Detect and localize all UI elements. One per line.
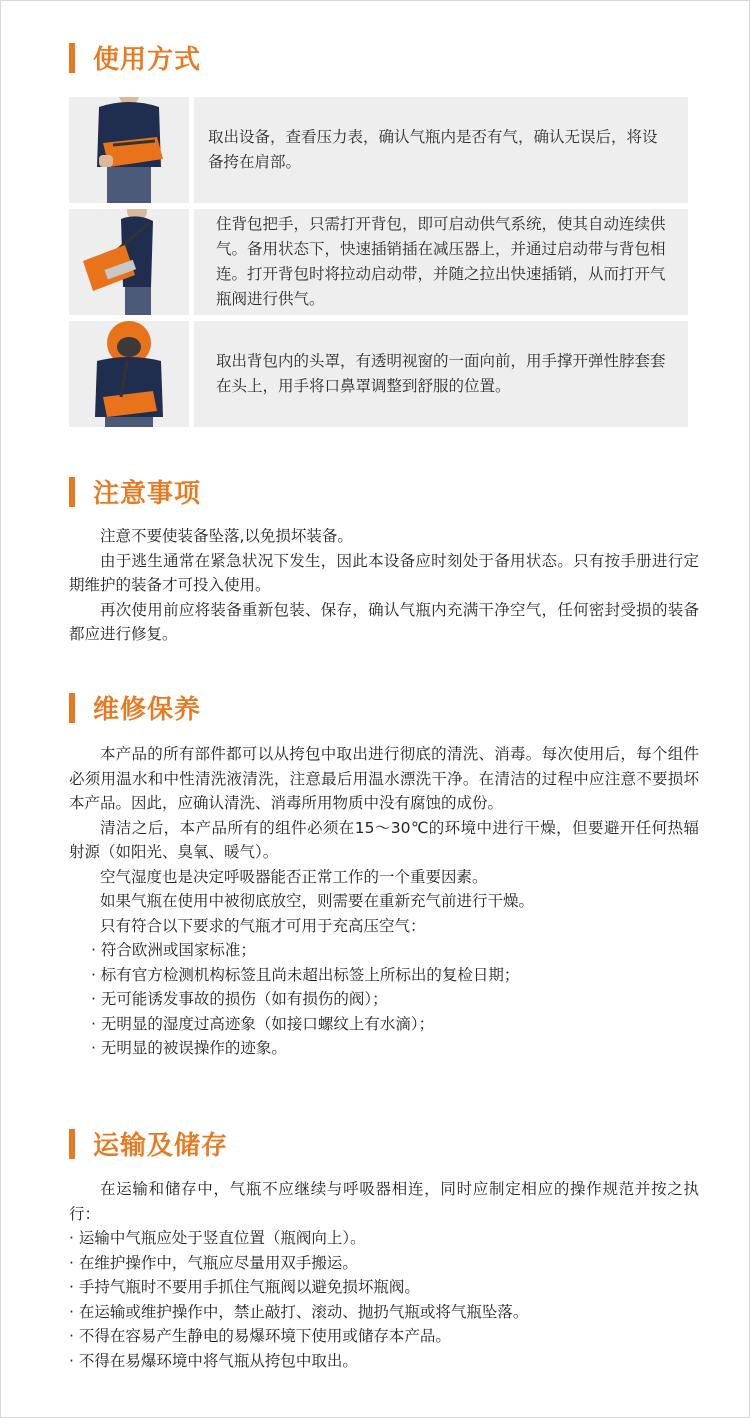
person-side-bag-illustration — [69, 209, 189, 315]
maintenance-bullet: · 标有官方检测机构标签且尚未超出标签上所标出的复检日期； — [69, 963, 699, 988]
step3-text: 取出背包内的头罩，有透明视窗的一面向前，用手撑开弹性脖套套在头上，用手将口鼻罩调整到舒服的位置。 — [216, 352, 666, 395]
transport-paragraph-1: 在运输和储存中，气瓶不应继续与呼吸器相连，同时应制定相应的操作规范并按之执行： — [69, 1180, 699, 1223]
person-wearing-hood-illustration — [69, 321, 189, 427]
step1-text: 取出设备，查看压力表，确认气瓶内是否有气，确认无误后，将设备挎在肩部。 — [208, 128, 658, 171]
step1-photo — [69, 97, 189, 203]
section-title-text: 运输及储存 — [93, 1131, 229, 1161]
step3-description — [194, 321, 688, 427]
maintenance-paragraph-5: 只有符合以下要求的气瓶才可用于充高压空气： — [100, 916, 426, 935]
notes-paragraph-2: 由于逃生通常在紧急状况下发生，因此本设备应时刻处于备用状态。只有按手册进行定期维护的装备才可投入使用。 — [69, 551, 699, 594]
section-title-usage — [69, 39, 201, 76]
person-with-bag-illustration — [69, 97, 189, 203]
step2-text: 住背包把手，只需打开背包，即可启动供气系统，使其自动连续供气。备用状态下，快速插销插在减压器上，并通过启动带与背包相连。打开背包时将拉动启动带，并随之拉出快速插销，从而打开气瓶阀进行供气。 — [216, 215, 666, 308]
notes-paragraph-3: 再次使用前应将装备重新包装、保存，确认气瓶内充满干净空气，任何密封受损的装备都应进行修复。 — [69, 600, 699, 643]
section-title-transport — [69, 1125, 228, 1162]
maintenance-paragraph-3: 空气湿度也是决定呼吸器能否正常工作的一个重要因素。 — [100, 867, 488, 886]
notes-paragraph-1: 注意不要使装备坠落,以免损坏装备。 — [100, 527, 353, 545]
maintenance-bullet: · 符合欧洲或国家标准； — [69, 938, 699, 963]
transport-bullet: · 不得在容易产生静电的易爆环境下使用或储存本产品。 — [69, 1324, 699, 1349]
transport-bullet: · 手持气瓶时不要用手抓住气瓶阀以避免损坏瓶阀。 — [69, 1275, 699, 1300]
maintenance-bullet: · 无明显的湿度过高迹象（如接口螺纹上有水滴）； — [69, 1012, 699, 1037]
title-accent-bar — [69, 477, 75, 507]
section-title-text: 维修保养 — [93, 695, 202, 725]
notes-body — [69, 524, 699, 647]
transport-bullet: · 在维护操作中，气瓶应尽量用双手搬运。 — [69, 1251, 699, 1276]
maintenance-body — [69, 742, 699, 1061]
maintenance-paragraph-1: 本产品的所有部件都可以从挎包中取出进行彻底的清洗、消毒。每次使用后，每个组件必须用温水和中性清洗液清洗，注意最后用温水漂洗干净。在清洁的过程中应注意不要损坏本产品。因此，应确认清洗、消毒所用物质中没有腐蚀的成份。 — [69, 745, 699, 812]
step3-photo — [69, 321, 189, 427]
maintenance-paragraph-4: 如果气瓶在使用中被彻底放空，则需要在重新充气前进行干燥。 — [100, 892, 535, 910]
transport-bullet: · 运输中气瓶应处于竖直位置（瓶阀向上）。 — [69, 1226, 699, 1251]
title-accent-bar — [69, 43, 75, 73]
section-title-text: 注意事项 — [93, 479, 202, 509]
maintenance-paragraph-2: 清洁之后，本产品所有的组件必须在15～30℃的环境中进行干燥，但要避开任何热辐射源（如阳光、臭氧、暖气）。 — [69, 818, 699, 861]
transport-body — [69, 1177, 699, 1373]
maintenance-bullet: · 无可能诱发事故的损伤（如有损伤的阀）； — [69, 987, 699, 1012]
step2-photo — [69, 209, 189, 315]
section-title-maintenance — [69, 689, 201, 726]
maintenance-bullet: · 无明显的被误操作的迹象。 — [69, 1036, 699, 1061]
step1-description — [194, 97, 688, 203]
transport-bullet: · 在运输或维护操作中，禁止敲打、滚动、抛扔气瓶或将气瓶坠落。 — [69, 1300, 699, 1325]
title-accent-bar — [69, 1129, 75, 1159]
step2-description — [194, 209, 688, 315]
title-accent-bar — [69, 693, 75, 723]
section-title-notes — [69, 473, 201, 510]
section-title-text: 使用方式 — [93, 45, 202, 75]
transport-bullet: · 不得在易爆环境中将气瓶从挎包中取出。 — [69, 1349, 699, 1374]
